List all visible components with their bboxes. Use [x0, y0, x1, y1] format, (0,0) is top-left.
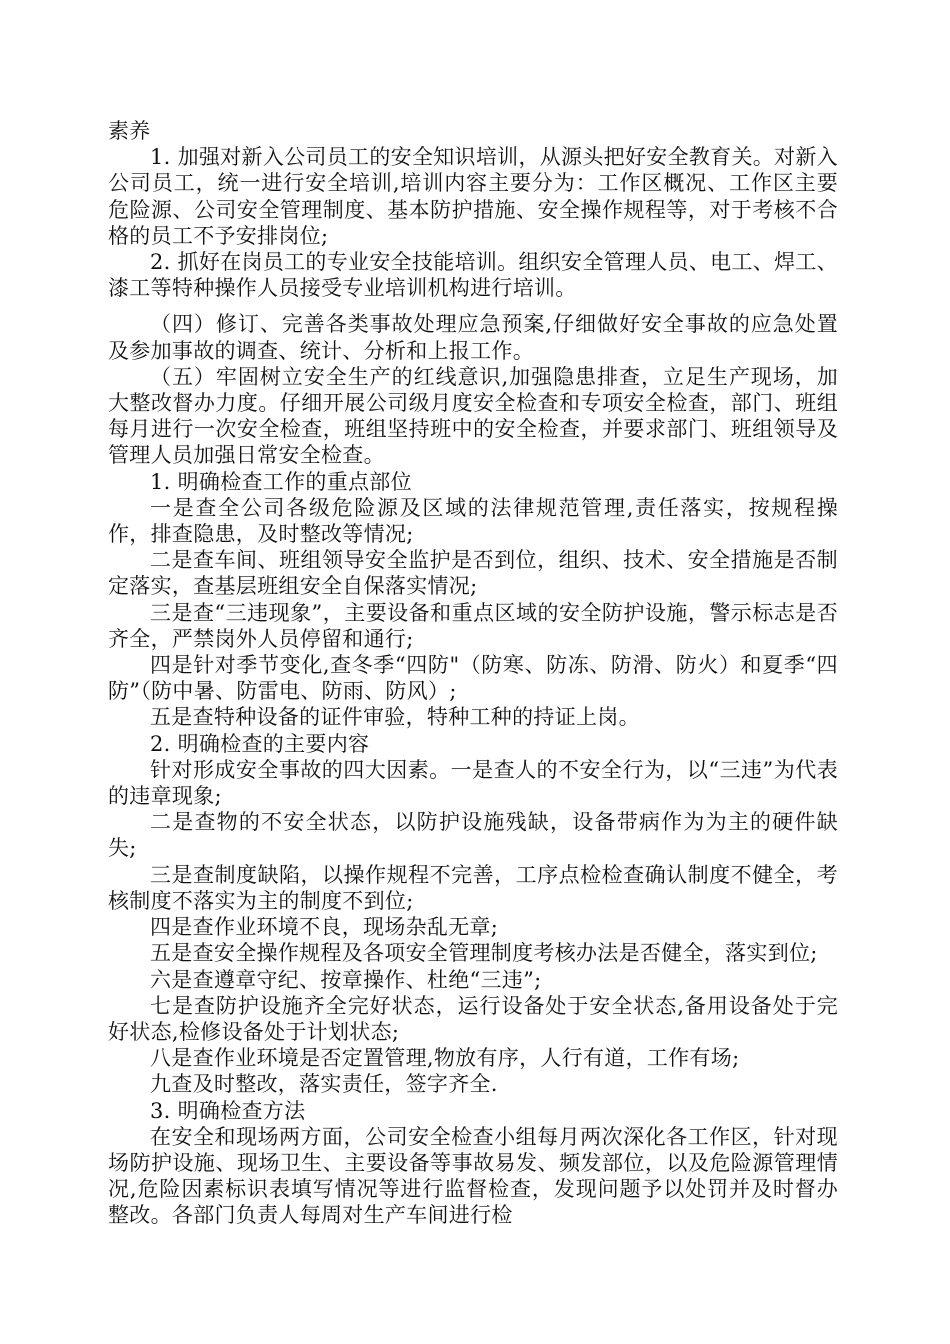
- list-item-one: 一是查全公司各级危险源及区域的法律规范管理,责任落实，按规程操作，排查隐患，及时整改等情况;: [108, 495, 838, 547]
- content-item-nine: 九查及时整改，落实责任，签字齐全.: [150, 1072, 498, 1097]
- list-item-two: 二是查车间、班组领导安全监护是否到位，组织、技术、安全措施是否制定落实，查基层班组安全自保落实情况;: [108, 548, 838, 599]
- paragraph-continuation: 素养: [108, 119, 151, 143]
- content-item-four: 四是查作业环境不良，现场杂乱无章;: [150, 915, 499, 940]
- document-body: [108, 118, 838, 1229]
- paragraph-section-four: （四）修订、完善各类事故处理应急预案,仔细做好安全事故的应急处置及参加事故的调查、统计、分析和上报工作。: [108, 312, 838, 363]
- list-item-four: 四是针对季节变化,查冬季“四防"（防寒、防冻、防滑、防火）和夏季“四防”（防中暑、防雷电、防雨、防风）;: [108, 653, 838, 704]
- subheading-method: 3. 明确检查方法: [150, 1098, 306, 1123]
- paragraph-new-staff-training: 1. 加强对新入公司员工的安全知识培训，从源头把好安全教育关。对新入公司员工，统一进行安全培训,培训内容主要分为：工作区概况、工作区主要危险源、公司安全管理制度、基本防护措施、安全操作规程等，对于考核不合格的员工不予安排岗位;: [108, 145, 838, 248]
- content-item-eight: 八是查作业环境是否定置管理,物放有序，人行有道，工作有场;: [150, 1046, 740, 1071]
- content-item-three: 三是查制度缺陷，以操作规程不完善，工序点检检查确认制度不健全，考核制度不落实为主的制度不到位;: [108, 862, 838, 913]
- list-item-five: 五是查特种设备的证件审验，特种工种的持证上岗。: [150, 705, 640, 730]
- content-item-six: 六是查遵章守纪、按章操作、杜绝“三违”;: [150, 967, 542, 992]
- content-item-seven: 七是查防护设施齐全完好状态，运行设备处于安全状态,备用设备处于完好状态,检修设备处于计划状态;: [108, 993, 838, 1044]
- content-item-one: 针对形成安全事故的四大因素。一是查人的不安全行为，以“三违”为代表的违章现象;: [108, 757, 838, 809]
- paragraph-section-five: （五）牢固树立安全生产的红线意识,加强隐患排查，立足生产现场，加大整改督办力度。仔细开展公司级月度安全检查和专项安全检查，部门、班组每月进行一次安全检查，班组坚持班中的安全检查，并要求部门、班组领导及管理人员加强日常安全检查。: [108, 364, 838, 468]
- paragraph-method-detail: 在安全和现场两方面，公司安全检查小组每月两次深化各工作区，针对现场防护设施、现场卫生、主要设备等事故易发、频发部位，以及危险源管理情况,危险因素标识表填写情况等进行监督检查，发现问题予以处罚并及时督办整改。各部门负责人每周对生产车间进行检: [108, 1124, 838, 1228]
- list-item-three: 三是查“三违现象”，主要设备和重点区域的安全防护设施，警示标志是否齐全，严禁岗外人员停留和通行;: [108, 600, 838, 651]
- subheading-main-content: 2. 明确检查的主要内容: [150, 731, 370, 756]
- subheading-key-areas: 1. 明确检查工作的重点部位: [150, 469, 412, 494]
- paragraph-onjob-training: 2. 抓好在岗员工的专业安全技能培训。组织安全管理人员、电工、焊工、漆工等特种操作人员接受专业培训机构进行培训。: [108, 250, 838, 301]
- content-item-five: 五是查安全操作规程及各项安全管理制度考核办法是否健全，落实到位;: [150, 941, 818, 966]
- content-item-two: 二是查物的不安全状态，以防护设施残缺，设备带病作为为主的硬件缺失;: [108, 810, 838, 861]
